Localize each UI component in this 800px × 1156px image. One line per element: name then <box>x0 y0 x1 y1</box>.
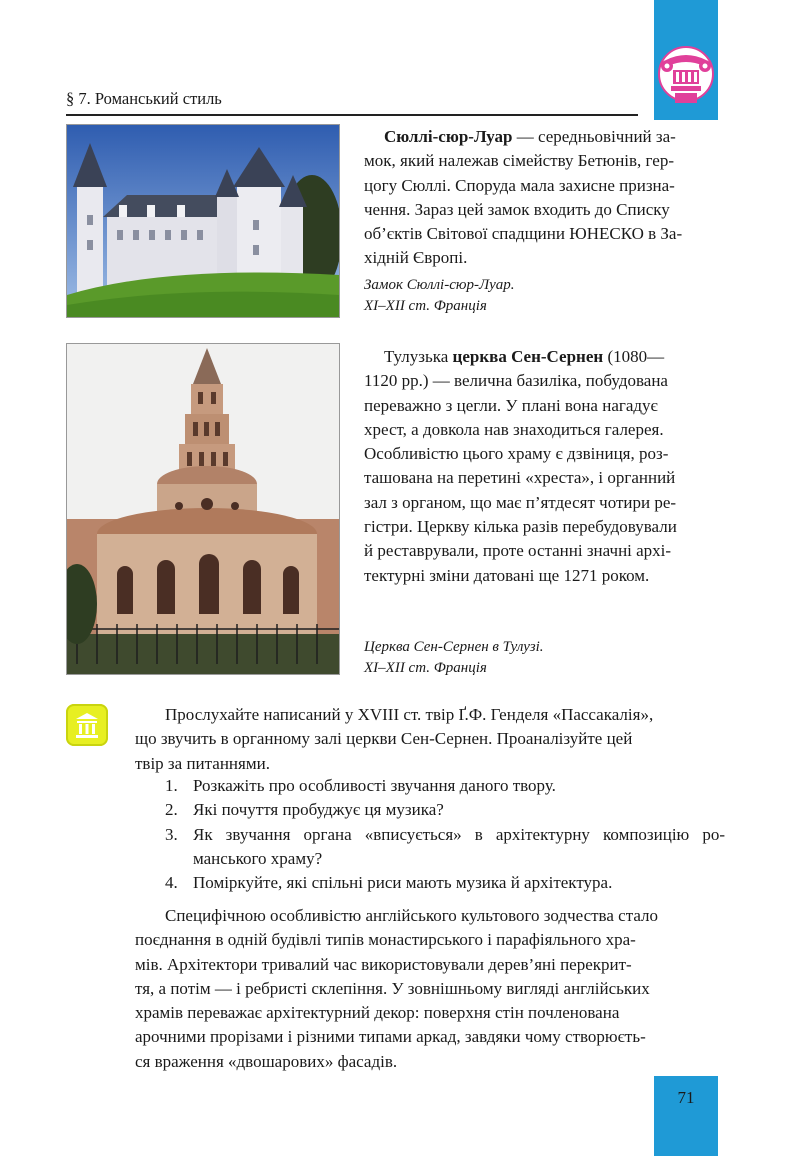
text-line: хрест, а довкола нав знаходиться галерея. <box>364 419 664 439</box>
text-line: й реставрували, проте останні значні архі- <box>364 541 672 561</box>
text-line: 1120 рр.) — велична базиліка, побудована <box>364 371 668 391</box>
question-list <box>165 774 725 895</box>
basilica-photo <box>66 343 340 675</box>
question-text: Які почуття пробуджує ця музика? <box>193 800 444 820</box>
text-line: об’єктів Світової спадщини ЮНЕСКО в За- <box>364 224 683 244</box>
caption-line: Церква Сен-Сернен в Тулузі. <box>364 639 544 655</box>
text-line: переважно з цегли. У плані вона нагадує <box>364 395 658 415</box>
question-number: 2. <box>165 800 178 820</box>
column-capital-icon <box>654 0 718 120</box>
list-item <box>165 823 725 872</box>
text-line <box>364 125 726 149</box>
text-line: поєднання в одній будівлі типів монастирського і парафіяльного хра- <box>135 930 636 950</box>
question-number: 4. <box>165 873 178 893</box>
chateau-photo <box>66 124 340 318</box>
english-architecture-paragraph <box>135 904 725 1074</box>
list-item <box>165 798 725 822</box>
question-text: Поміркуйте, які спільні риси мають музика й архітектура. <box>193 873 613 893</box>
music-temple-icon <box>66 704 108 746</box>
text-line: арочними прорізами і різними типами аркад, завдяки чому створюєть- <box>135 1027 646 1047</box>
text-line: Прослухайте написаний у XVIII ст. твір Ґ.Ф. Генделя «Пассакалія», <box>165 705 654 724</box>
text-line: тектурні зміни датовані ще 1271 роком. <box>364 565 650 585</box>
text-line: ся враження «двошарових» фасадів. <box>135 1051 398 1071</box>
question-number: 1. <box>165 776 178 795</box>
text-line: храмів переважає архітектурний декор: поверхня стін почленована <box>135 1003 620 1023</box>
text-line: зал з органом, що має п’ятдесят чотири ре- <box>364 492 677 512</box>
list-item <box>165 774 725 798</box>
question-text: Розкажіть про особливості звучання даного твору. <box>193 776 556 795</box>
text-line: (1080— <box>603 347 665 366</box>
text-line: мів. Архітектори тривалий час використовували дерев’яні перекрит- <box>135 954 632 974</box>
caption-line: XI–XII ст. Франція <box>364 298 487 314</box>
header-tab <box>654 0 718 120</box>
page-number: 71 <box>677 1088 695 1107</box>
text-line: Особливістю цього храму є дзвіниця, роз- <box>364 444 669 464</box>
text-line: що звучить в органному залі церкви Сен-Сернен. Проаналізуйте цей <box>135 729 633 749</box>
text-line: хідній Європі. <box>364 248 468 268</box>
caption-line: Замок Сюллі-сюр-Луар. <box>364 277 515 293</box>
basilica-title: церква Сен-Сернен <box>452 347 604 366</box>
list-item <box>165 871 725 895</box>
question-text: Як звучання органа «вписується» в архітектурну композицію ро-манського храму? <box>193 824 725 868</box>
basilica-description <box>364 345 726 588</box>
text-line: ташована на перетині «хреста», і органний <box>364 468 676 488</box>
text-line: мок, який належав сімейству Бетюнів, гер- <box>364 151 675 171</box>
caption-line: XI–XII ст. Франція <box>364 660 487 676</box>
chateau-caption <box>364 275 704 317</box>
text-line: Тулузька <box>384 347 453 366</box>
text-line: тя, а потім — і ребристі склепіння. У зовнішньому вигляді англійських <box>135 978 650 998</box>
header-divider <box>66 114 638 116</box>
text-line: твір за питаннями. <box>135 753 270 773</box>
chateau-description <box>364 125 726 271</box>
listening-task <box>135 703 725 776</box>
basilica-caption <box>364 637 704 679</box>
text-line: — середньовічний за- <box>512 127 676 146</box>
question-number: 3. <box>165 824 178 844</box>
text-line: Специфічною особливістю англійського культового зодчества стало <box>165 906 659 925</box>
chateau-title: Сюллі-сюр-Луар <box>384 127 513 146</box>
text-line: гістри. Церкву кілька разів перебудовували <box>364 517 677 537</box>
page-header-title: § 7. Романський стиль <box>66 89 222 108</box>
text-line: цогу Сюллі. Споруда мала захисне призна- <box>364 175 675 195</box>
text-line <box>364 345 726 369</box>
text-line: чення. Зараз цей замок входить до Списку <box>364 199 670 219</box>
